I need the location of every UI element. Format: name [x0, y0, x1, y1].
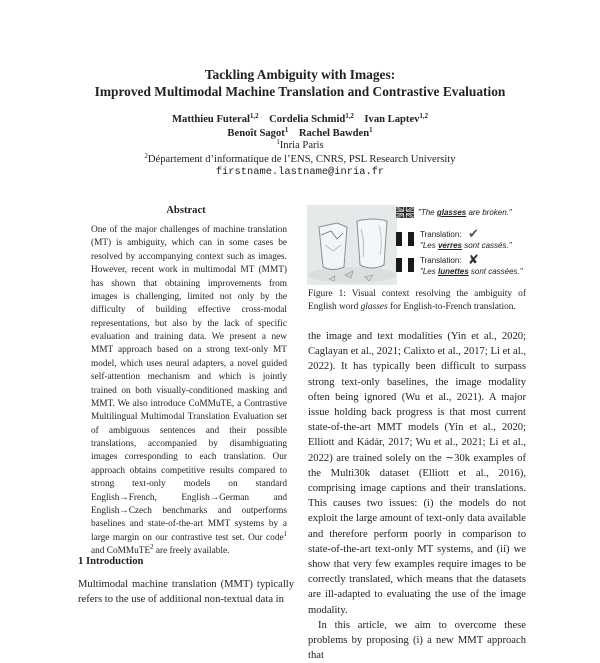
- abstract-text: and CoMMuTE: [91, 546, 151, 556]
- author-sup: 1: [369, 127, 373, 134]
- author-sup: 1: [284, 127, 289, 134]
- french-flag-icon: [396, 258, 414, 272]
- intro-paragraph: Multimodal machine translation (MMT) typically refers to the use of additional non-textual data in: [78, 579, 294, 606]
- affil-sup: 2: [144, 152, 148, 160]
- right-paragraph-1: the image and text modalities (Yin et al., 2020; Caglayan et al., 2021; Calixto et al., 2017; Li et al., 2022). It has typically been difficult to surpass strong text-only baselines, the image modality often being ignored (Wu et al., 2021). A major issue holding back progress is that most current state-of-the-art MMT models (Yin et al., 2020; Elliott and Kádár, 2017; Wu et al., 2021; Li et al., 2022) are trained solely on the ∼30k examples of the Multi30k dataset (Elliott et al., 2016), comprising image captions and their translations. This causes two issues: (i) the models do not exploit the large amount of text-only data available and therefore perform poorly in comparison to state-of-the-art text-only MT systems, and (ii) we show that very few examples require images to be correctly translated, which means that the datasets are ill-adapted to evaluating the use of the image modality.: [308, 331, 526, 616]
- affiliations: [0, 139, 600, 180]
- author-line-1: [0, 113, 600, 127]
- english-sentence: "The glasses are broken.": [418, 208, 512, 217]
- author-name: Matthieu Futeral: [172, 114, 250, 125]
- author-sup: 1,2: [250, 113, 259, 120]
- abstract-text: are freely available.: [153, 546, 230, 556]
- title-line-1: Tackling Ambiguity with Images:: [204, 67, 396, 82]
- french-sentence-2: "Les lunettes sont cassées.": [420, 267, 523, 276]
- paper-title: [0, 66, 600, 100]
- cross-icon: ✘: [468, 252, 479, 267]
- abstract-heading: Abstract: [166, 205, 206, 216]
- figure-image-broken-glasses: [307, 205, 397, 285]
- uk-flag-icon: [396, 207, 414, 218]
- section-heading-introduction: 1 Introduction: [78, 556, 144, 567]
- affil-text: Département d’informatique de l’ENS, CNRS, PSL Research University: [147, 153, 456, 165]
- caption-text: Figure 1: Visual context resolving the ambiguity of English word: [308, 289, 526, 312]
- ambiguous-word: glasses: [436, 208, 467, 217]
- french-flag-icon: [396, 232, 414, 246]
- affiliation-2: [0, 153, 600, 167]
- right-paragraph-2: In this article, we aim to overcome these problems by proposing (i) a new MMT approach that: [308, 619, 526, 662]
- abstract-text: One of the major challenges of machine translation (MT) is ambiguity, which can in some cases be resolved by accompanying context such as images. However, recent work in multimodal MT (MMT) has shown that obtaining improvements from images is challenging, limited not only by the difficulty of building effective cross-modal representations, but also by the lack of specific evaluation and training data. We present a new MMT approach based on a strong text-only MT model, which uses neural adapters, a novel guided self-attention mechanism and which is jointly trained on both visually-conditioned masking and MMT. We also introduce CoMMuTE, a Contrastive Multilingual Multimodal Translation Evaluation set of ambiguous sentences and their possible translations, accompanied by disambiguating images corresponding to each translation. Our approach obtains competitive results compared to strong text-only models on standard English→French, English→German and English→Czech benchmarks and outperforms baselines and state-of-the-art MMT systems by a large margin on our contrastive test set. Our code: [91, 225, 287, 543]
- footnote-ref[interactable]: 1: [283, 530, 287, 538]
- right-column-text: [308, 329, 526, 663]
- caption-word: glasses: [360, 301, 388, 312]
- author-sup: 1,2: [419, 113, 428, 120]
- caption-text: for English-to-French translation.: [387, 301, 516, 312]
- author-name: Rachel Bawden: [298, 128, 370, 139]
- translation-label: Translation:: [420, 230, 462, 239]
- author-sup: 1,2: [345, 113, 354, 120]
- title-line-2: Improved Multimodal Machine Translation and Contrastive Evaluation: [94, 84, 506, 99]
- footnote-ref[interactable]: 2: [150, 544, 154, 551]
- abstract-body: [91, 224, 287, 558]
- translation-label: Translation:: [420, 256, 462, 265]
- broken-glasses-illustration: [307, 205, 397, 285]
- author-name: Benoît Sagot: [227, 128, 285, 139]
- affil-sup: 1: [276, 139, 280, 146]
- check-icon: ✔: [468, 226, 479, 241]
- email[interactable]: firstname.lastname@inria.fr: [215, 166, 385, 178]
- figure-caption: [308, 288, 526, 313]
- author-name: Ivan Laptev: [364, 114, 420, 125]
- affil-text: Inria Paris: [279, 140, 324, 151]
- author-list: [0, 113, 600, 141]
- author-name: Cordelia Schmid: [269, 114, 346, 125]
- affiliation-1: [0, 139, 600, 153]
- french-sentence-1: "Les verres sont cassés.": [420, 241, 512, 250]
